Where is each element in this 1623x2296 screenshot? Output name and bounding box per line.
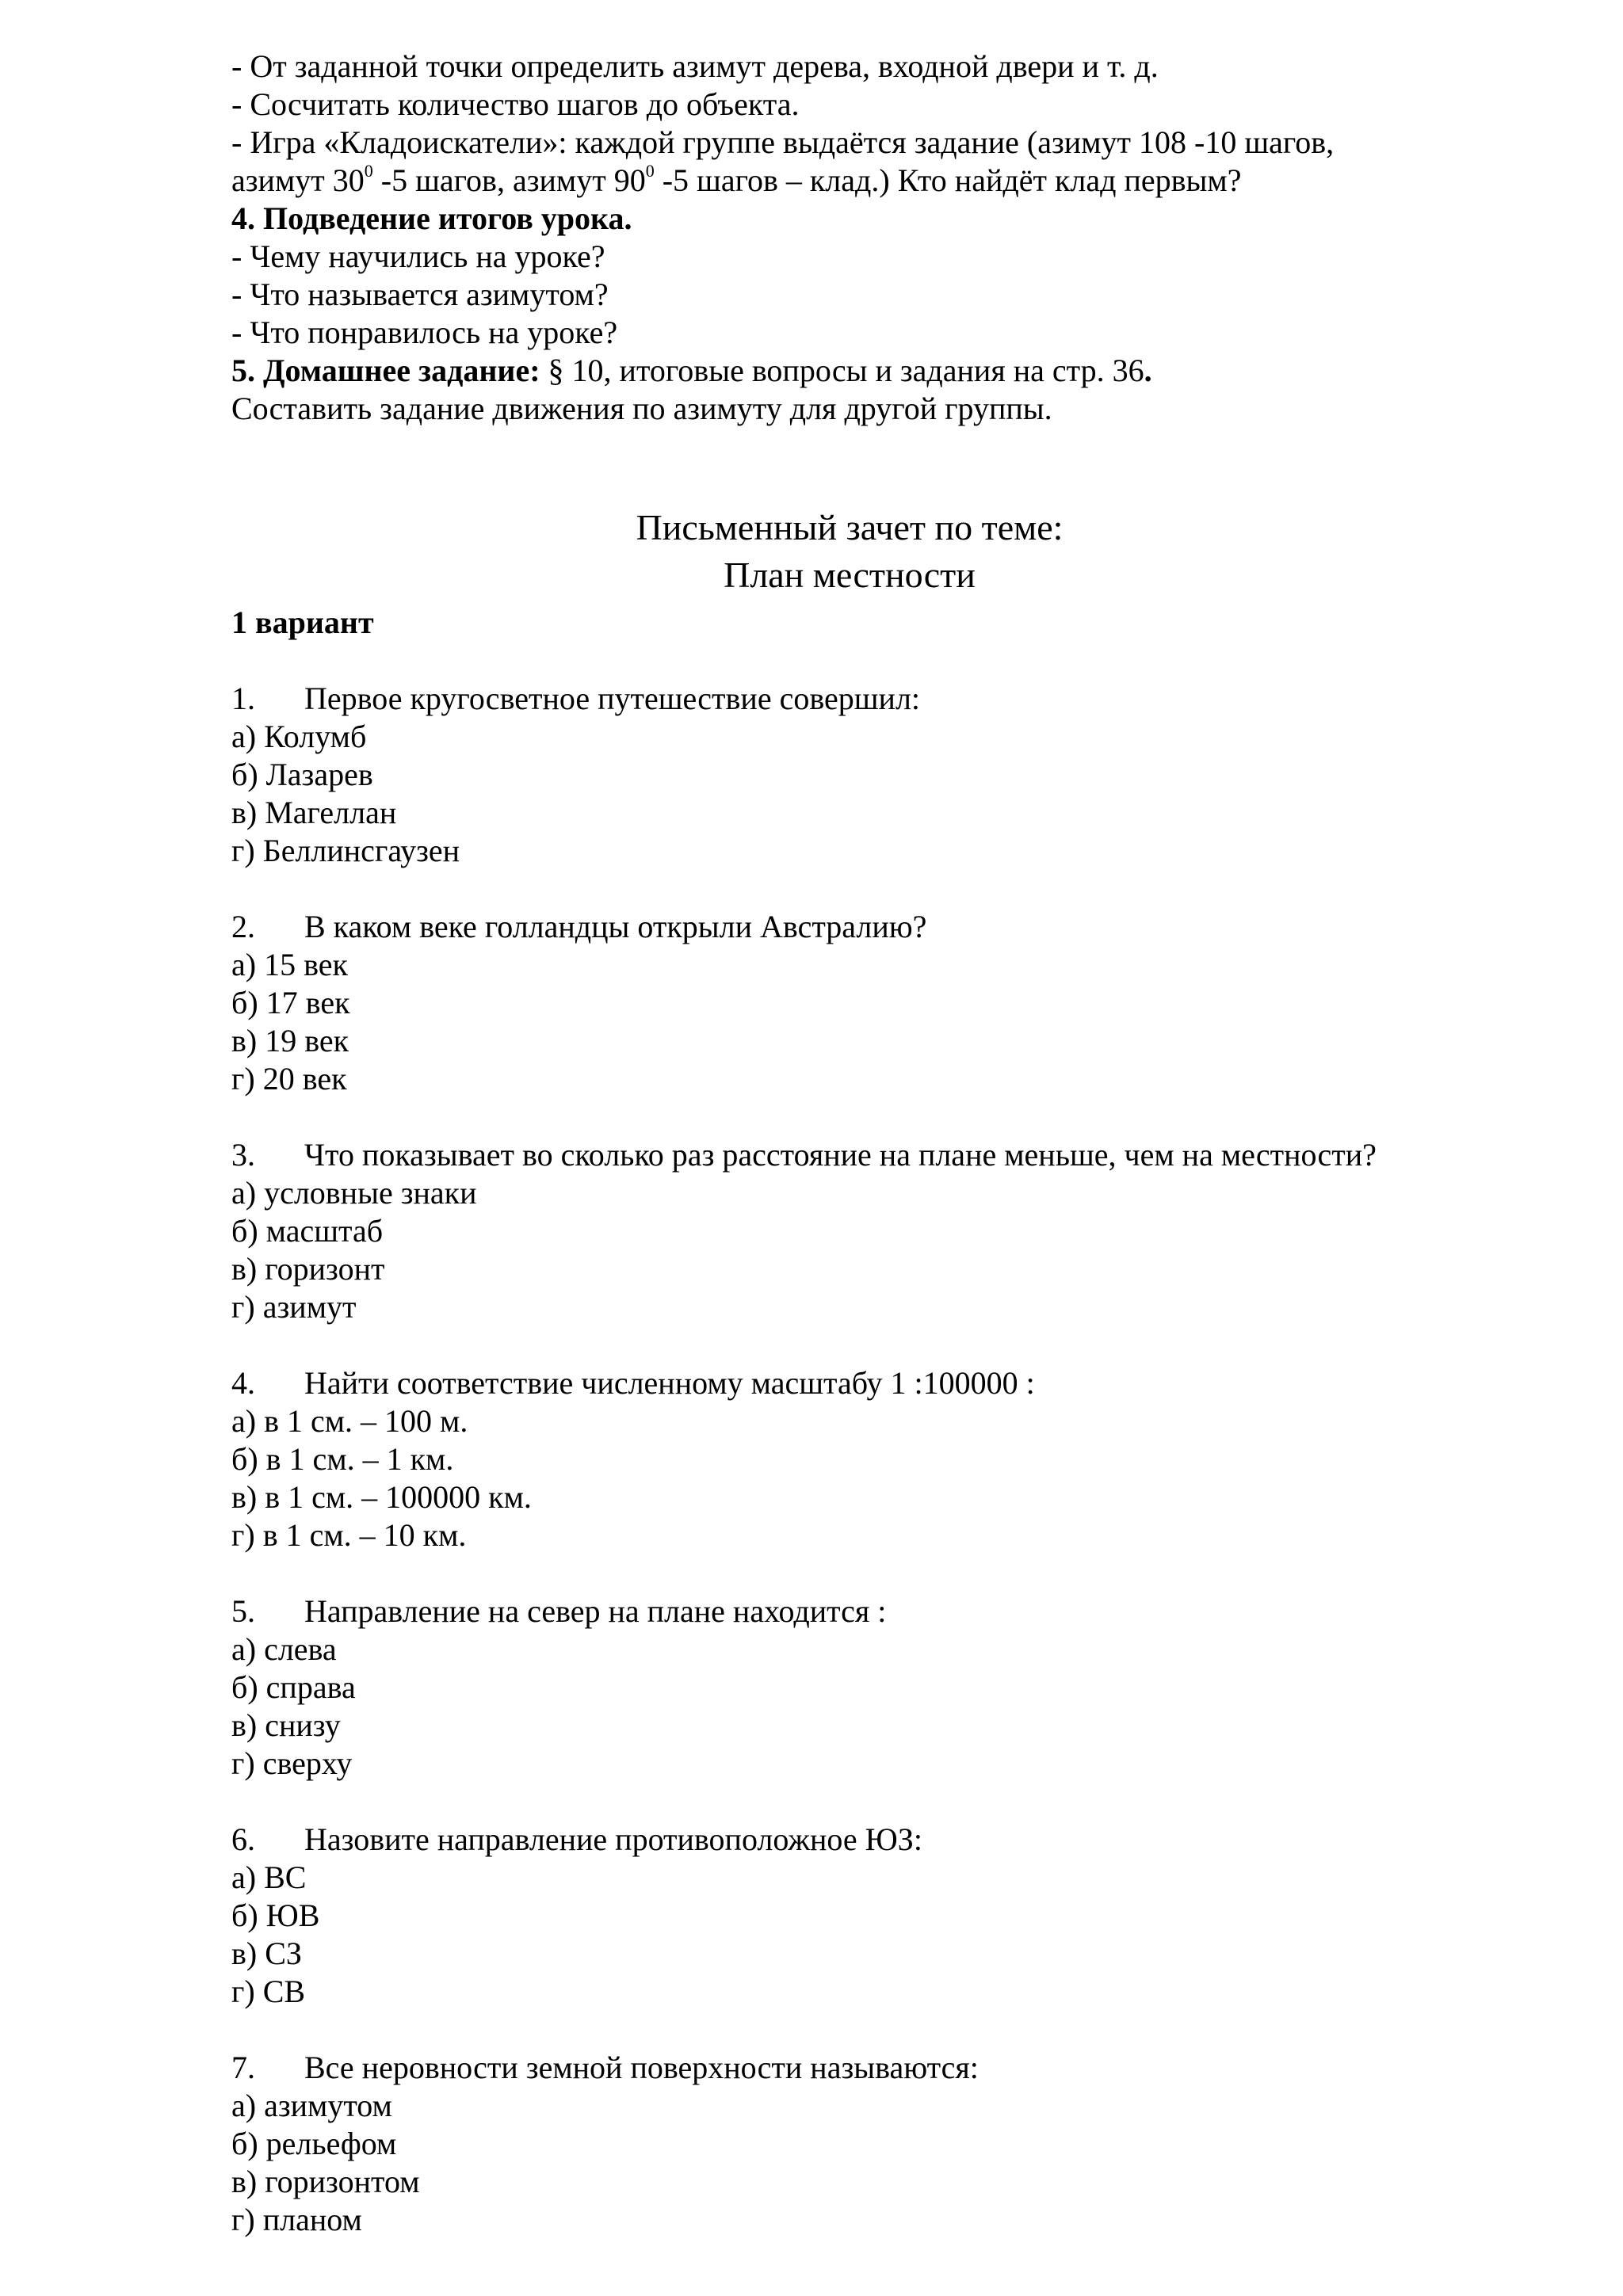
blank-line bbox=[231, 2011, 1468, 2049]
answer-option: в) снизу bbox=[231, 1707, 341, 1743]
question-text: Первое кругосветное путешествие совершил: bbox=[304, 681, 921, 716]
intro-line-2: - Сосчитать количество шагов до объекта. bbox=[231, 86, 800, 122]
answer-option: а) слева bbox=[231, 1631, 337, 1667]
question-text: Направление на север на плане находится : bbox=[304, 1593, 887, 1629]
game-line-2 bbox=[231, 162, 1468, 200]
variant-label: 1 вариант bbox=[231, 605, 374, 640]
question-6 bbox=[231, 1821, 1468, 1859]
answer-option: а) ВС bbox=[231, 1859, 307, 1895]
question-1 bbox=[231, 680, 1468, 718]
question-3 bbox=[231, 1136, 1468, 1174]
test-title bbox=[231, 504, 1468, 599]
answer-option: в) в 1 см. – 100000 км. bbox=[231, 1479, 532, 1515]
question-5 bbox=[231, 1592, 1468, 1630]
answer-option: б) справа bbox=[231, 1669, 356, 1705]
blank-line bbox=[231, 1554, 1468, 1592]
question-number: 2. bbox=[231, 909, 255, 944]
question-number: 1. bbox=[231, 681, 255, 716]
answer-option: а) азимутом bbox=[231, 2088, 392, 2123]
answer-option: б) ЮВ bbox=[231, 1897, 320, 1933]
degree-superscript: 0 bbox=[364, 160, 373, 181]
answer-option: г) Беллинсгаузен bbox=[231, 833, 460, 868]
answer-option: в) горизонт bbox=[231, 1251, 385, 1287]
blank-line bbox=[231, 1326, 1468, 1364]
blank-line bbox=[231, 1783, 1468, 1821]
summary-item: - Чему научились на уроке? bbox=[231, 238, 605, 274]
answer-option: г) СВ bbox=[231, 1974, 306, 2009]
answer-option: а) 15 век bbox=[231, 947, 348, 982]
answer-option: в) СЗ bbox=[231, 1936, 302, 1971]
questions-list bbox=[231, 642, 1468, 2239]
summary-item: - Что называется азимутом? bbox=[231, 277, 609, 312]
homework-label: 5. Домашнее задание: bbox=[231, 353, 540, 388]
blank-line bbox=[231, 642, 1468, 680]
question-text: Что показывает во сколько раз расстояние на плане меньше, чем на местности? bbox=[304, 1137, 1377, 1173]
answer-option: г) сверху bbox=[231, 1745, 353, 1781]
degree-superscript: 0 bbox=[645, 160, 655, 181]
question-text: В каком веке голландцы открыли Австралию? bbox=[304, 909, 927, 944]
question-number: 5. bbox=[231, 1593, 255, 1629]
intro-line-1: - От заданной точки определить азимут дерева, входной двери и т. д. bbox=[231, 48, 1159, 84]
blank-line bbox=[231, 1098, 1468, 1136]
answer-option: в) горизонтом bbox=[231, 2164, 420, 2199]
question-text: Найти соответствие численному масштабу 1 :100000 : bbox=[304, 1365, 1035, 1401]
answer-option: г) в 1 см. – 10 км. bbox=[231, 1517, 467, 1553]
summary-item: - Что понравилось на уроке? bbox=[231, 315, 618, 350]
answer-option: г) 20 век bbox=[231, 1061, 347, 1097]
answer-option: а) в 1 см. – 100 м. bbox=[231, 1403, 468, 1439]
question-text: Назовите направление противоположное ЮЗ: bbox=[304, 1821, 922, 1857]
answer-option: а) Колумб bbox=[231, 719, 367, 754]
answer-option: в) Магеллан bbox=[231, 795, 397, 830]
answer-option: б) масштаб bbox=[231, 1213, 384, 1249]
homework-text: § 10, итоговые вопросы и задания на стр. 36 bbox=[540, 353, 1144, 388]
answer-option: б) рельефом bbox=[231, 2126, 397, 2161]
homework-line-2: Составить задание движения по азимуту для другой группы. bbox=[231, 391, 1052, 426]
answer-option: б) в 1 см. – 1 км. bbox=[231, 1441, 454, 1477]
question-number: 6. bbox=[231, 1821, 255, 1857]
game-line-2-part-a: азимут 30 bbox=[231, 162, 365, 198]
document-content bbox=[231, 48, 1468, 2239]
question-2 bbox=[231, 908, 1468, 946]
question-text: Все неровности земной поверхности называются: bbox=[304, 2050, 979, 2085]
answer-option: б) Лазарев bbox=[231, 757, 373, 792]
game-line-2-part-b: -5 шагов, азимут 90 bbox=[372, 162, 646, 198]
question-7 bbox=[231, 2049, 1468, 2087]
answer-option: г) азимут bbox=[231, 1289, 357, 1325]
answer-option: в) 19 век bbox=[231, 1023, 349, 1058]
answer-option: б) 17 век bbox=[231, 985, 350, 1020]
test-title-line-1: Письменный зачет по теме: bbox=[636, 507, 1064, 547]
blank-line bbox=[231, 870, 1468, 908]
question-number: 4. bbox=[231, 1365, 255, 1401]
homework-dot: . bbox=[1144, 353, 1152, 388]
question-number: 3. bbox=[231, 1137, 255, 1173]
homework-line bbox=[231, 352, 1468, 390]
answer-option: г) планом bbox=[231, 2202, 362, 2237]
game-line-2-part-c: -5 шагов – клад.) Кто найдёт клад первым? bbox=[654, 162, 1242, 198]
game-line-1: - Игра «Кладоискатели»: каждой группе выдаётся задание (азимут 108 -10 шагов, bbox=[231, 124, 1335, 160]
spacer bbox=[231, 428, 1468, 504]
answer-option: а) условные знаки bbox=[231, 1175, 477, 1211]
summary-heading: 4. Подведение итогов урока. bbox=[231, 200, 632, 236]
question-4 bbox=[231, 1364, 1468, 1402]
test-title-line-2: План местности bbox=[724, 555, 976, 595]
question-number: 7. bbox=[231, 2050, 255, 2085]
